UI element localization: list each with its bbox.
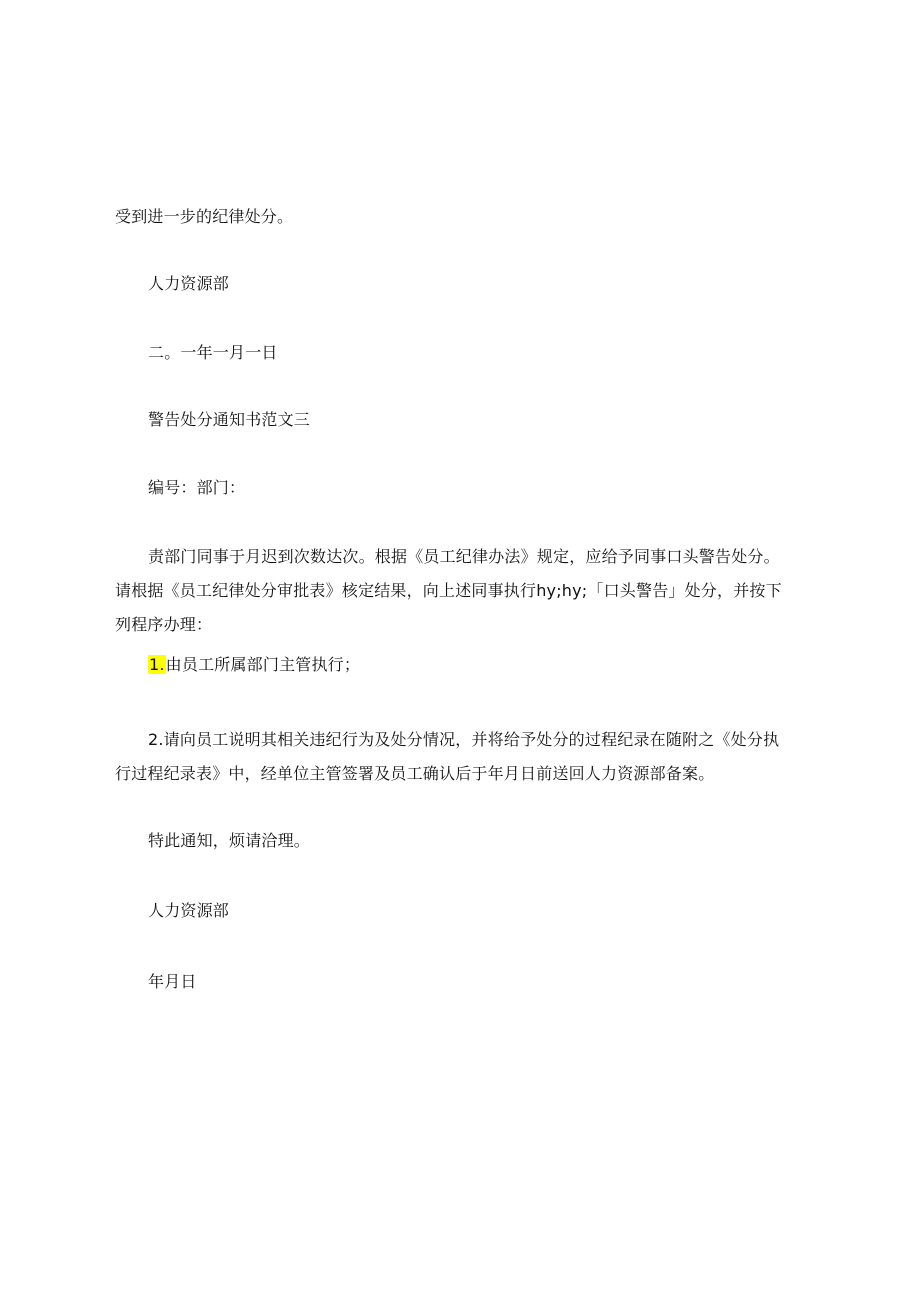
list-item-1-number: 1. <box>149 655 165 674</box>
main-paragraph: 责部门同事于月迟到次数达次。根据《员工纪律办法》规定，应给予同事口头警告处分。请根据《员工纪律处分审批表》核定结果，向上述同事执行hy;hy;「口头警告」处分，并按下列程序办理： <box>115 547 782 634</box>
number-department-line: 编号：部门： <box>148 478 246 497</box>
date-line: 二。一年一月一日 <box>148 343 278 362</box>
signature-department: 人力资源部 <box>148 274 230 293</box>
signature-department-2: 人力资源部 <box>148 901 230 920</box>
list-item-1 <box>148 657 360 673</box>
section-title: 警告处分通知书范文三 <box>148 410 311 429</box>
continuation-text: 受到进一步的纪律处分。 <box>115 207 294 226</box>
list-item-2: 2.请向员工说明其相关违纪行为及处分情况，并将给予处分的过程纪录在随附之《处分执行过程纪录表》中，经单位主管签署及员工确认后于年月日前送回人力资源部备案。 <box>115 730 780 783</box>
date-line-2: 年月日 <box>148 972 197 991</box>
list-item-1-text: 由员工所属部门主管执行； <box>165 655 361 674</box>
closing-text: 特此通知，烦请洽理。 <box>148 831 311 850</box>
